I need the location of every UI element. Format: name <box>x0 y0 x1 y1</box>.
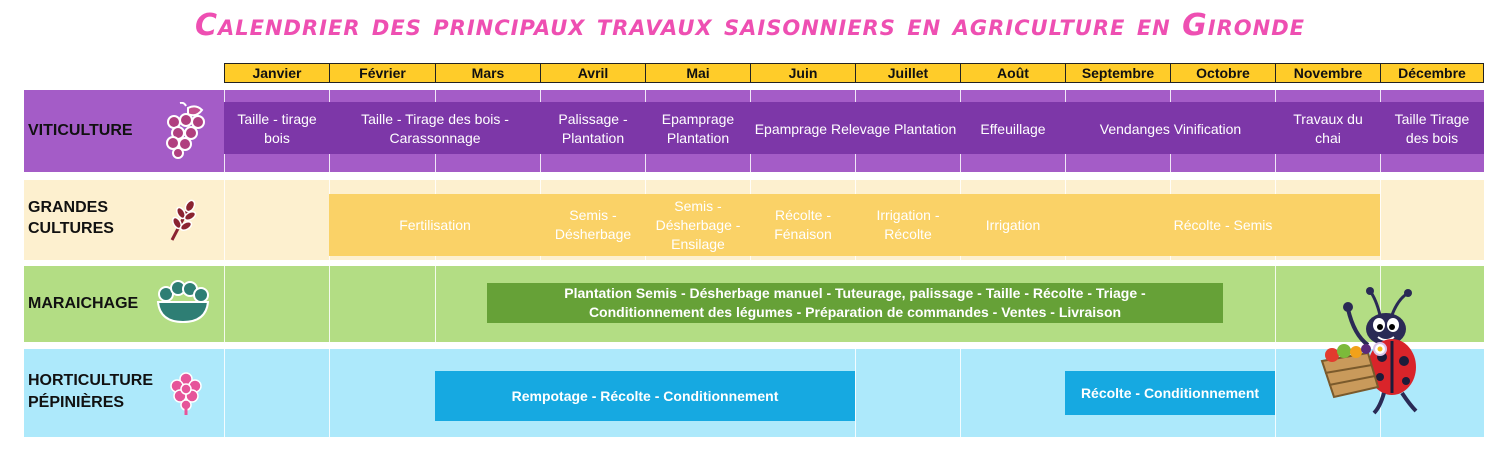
task-maraichage-line2: Conditionnement des légumes - Préparation de commandes - Ventes - Livraison <box>588 304 1122 320</box>
grapes-icon <box>164 102 208 160</box>
month-decembre: Décembre <box>1380 63 1484 83</box>
task-grandes-cultures-4: Récolte - Fénaison <box>774 207 832 242</box>
month-juin: Juin <box>750 63 856 83</box>
task-horticulture-2: Récolte - Conditionnement <box>1065 371 1275 415</box>
month-novembre: Novembre <box>1275 63 1381 83</box>
task-viticulture-3: Palissage - Plantation <box>558 111 628 146</box>
task-viticulture-2: Taille - Tirage des bois - Carassonnage <box>361 111 509 146</box>
row-label-maraichage: MARAICHAGE <box>28 295 139 312</box>
vegetables-icon <box>154 280 212 326</box>
task-grandes-cultures-3: Semis - Désherbage - Ensilage <box>655 197 741 252</box>
ladybug-mascot-icon <box>1318 285 1430 417</box>
month-octobre: Octobre <box>1170 63 1276 83</box>
month-juillet: Juillet <box>855 63 961 83</box>
page-title: Calendrier des principaux travaux saisonniers en agriculture en Gironde <box>194 8 1305 43</box>
task-horticulture-1: Rempotage - Récolte - Conditionnement <box>435 371 855 421</box>
month-fevrier: Février <box>329 63 436 83</box>
task-viticulture-9: Taille Tirage des bois <box>1394 111 1470 146</box>
row-label-viticulture: VITICULTURE <box>28 122 133 139</box>
task-viticulture-5: Epamprage Relevage Plantation <box>754 120 957 137</box>
month-aout: Août <box>960 63 1066 83</box>
task-grandes-cultures-7: Récolte - Semis <box>1173 216 1273 233</box>
task-viticulture-1: Taille - tirage bois <box>237 111 317 146</box>
task-viticulture-6: Effeuillage <box>980 120 1046 137</box>
month-avril: Avril <box>540 63 646 83</box>
task-viticulture-7: Vendanges Vinification <box>1099 120 1242 137</box>
task-grandes-cultures-6: Irrigation <box>985 216 1041 233</box>
row-label-grandes-cultures-1: GRANDES <box>28 199 109 216</box>
task-grandes-cultures-5: Irrigation - Récolte <box>876 207 940 242</box>
flower-icon <box>168 371 204 415</box>
month-mai: Mai <box>645 63 751 83</box>
task-grandes-cultures-1: Fertilisation <box>399 216 471 233</box>
month-mars: Mars <box>435 63 541 83</box>
month-septembre: Septembre <box>1065 63 1171 83</box>
month-janvier: Janvier <box>224 63 330 83</box>
task-viticulture-8: Travaux du chai <box>1293 111 1363 146</box>
task-viticulture-4: Epamprage Plantation <box>661 111 735 146</box>
task-maraichage <box>487 283 1223 323</box>
row-label-horticulture-2: PÉPINIÈRES <box>28 394 125 411</box>
row-label-grandes-cultures-2: CULTURES <box>28 220 114 237</box>
task-maraichage-line1: Plantation Semis - Désherbage manuel - Tuteurage, palissage - Taille - Récolte - Triage - <box>564 285 1146 301</box>
task-grandes-cultures-2: Semis - Désherbage <box>554 207 632 242</box>
row-label-horticulture-1: HORTICULTURE <box>28 372 154 389</box>
wheat-icon <box>166 198 198 242</box>
